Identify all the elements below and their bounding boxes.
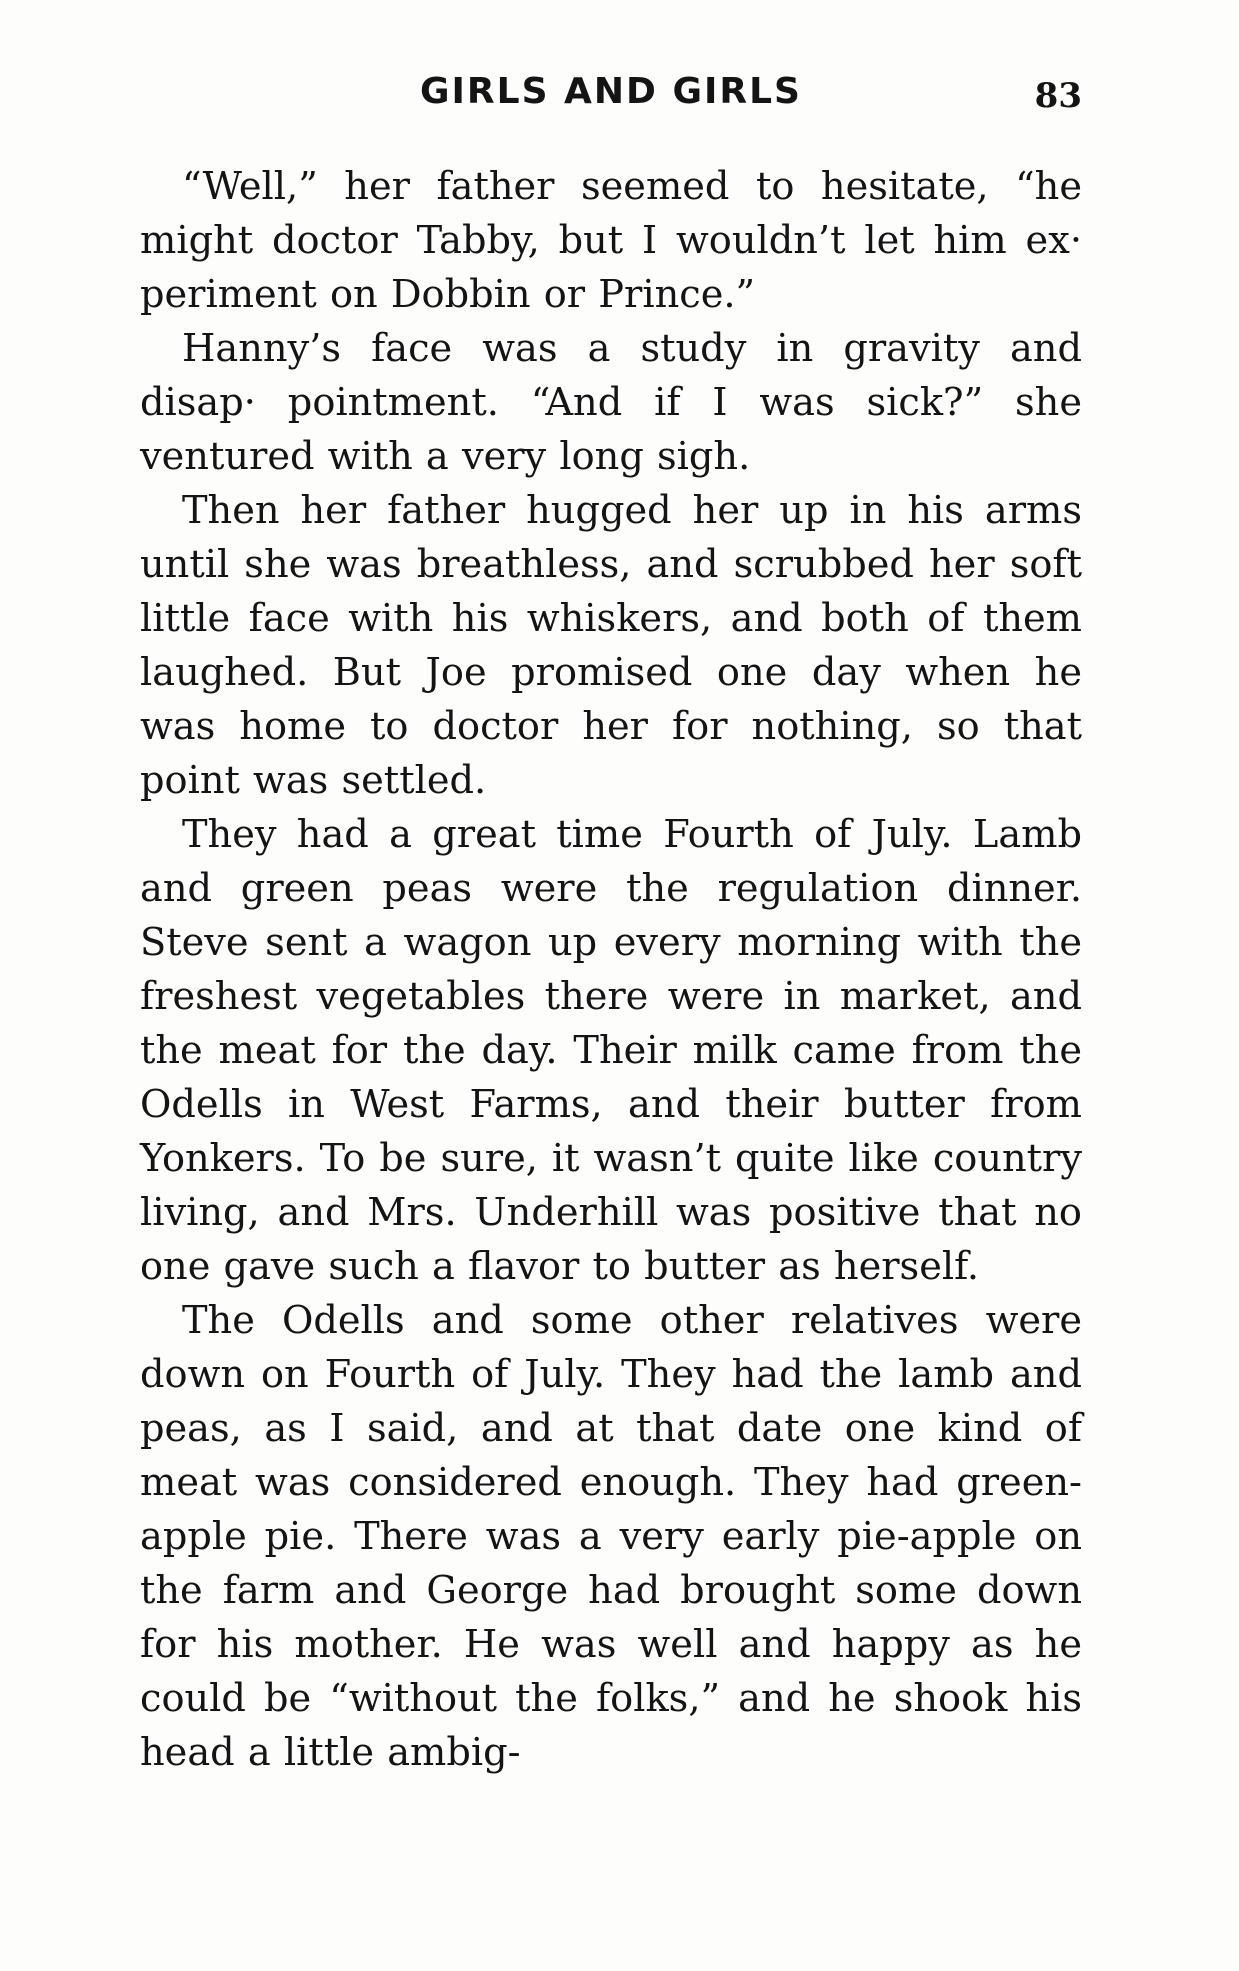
running-title: GIRLS AND GIRLS <box>419 71 802 112</box>
page-number: 83 <box>1034 76 1082 116</box>
paragraph-3: Then her father hugged her up in his arms until she was breathless, and scrubbed her soft little face with his whiskers, and both of them laughed. But Joe promised one day when he was home to doctor her for nothing, so that point was settled. <box>140 488 1082 803</box>
paragraph-2: Hanny’s face was a study in gravity and disap· pointment. “And if I was sick?” she ventured with a very long sigh. <box>140 326 1082 479</box>
paragraph-5: The Odells and some other relatives were down on Fourth of July. They had the lamb and peas, as I said, and at that date one kind of meat was considered enough. They had green-apple pie. There was a very early pie-apple on the farm and George had brought some down for his mother. He was well and happy as he could be “without the folks,” and he shook his head a little ambig‐ <box>140 1298 1082 1775</box>
paragraph-4: They had a great time Fourth of July. Lamb and green peas were the regulation dinner. Steve sent a wagon up every morning with the freshest vegetables there were in market, and the meat for the day. Their milk came from the Odells in West Farms, and their butter from Yonkers. To be sure, it wasn’t quite like country living, and Mrs. Underhill was positive that no one gave such a flavor to butter as herself. <box>140 812 1082 1289</box>
paragraph-1: “Well,” her father seemed to hesitate, “he might doctor Tabby, but I wouldn’t let him ex· periment on Dobbin or Prince.” <box>140 164 1082 317</box>
running-head <box>140 62 1082 122</box>
body-text <box>140 160 1082 1780</box>
